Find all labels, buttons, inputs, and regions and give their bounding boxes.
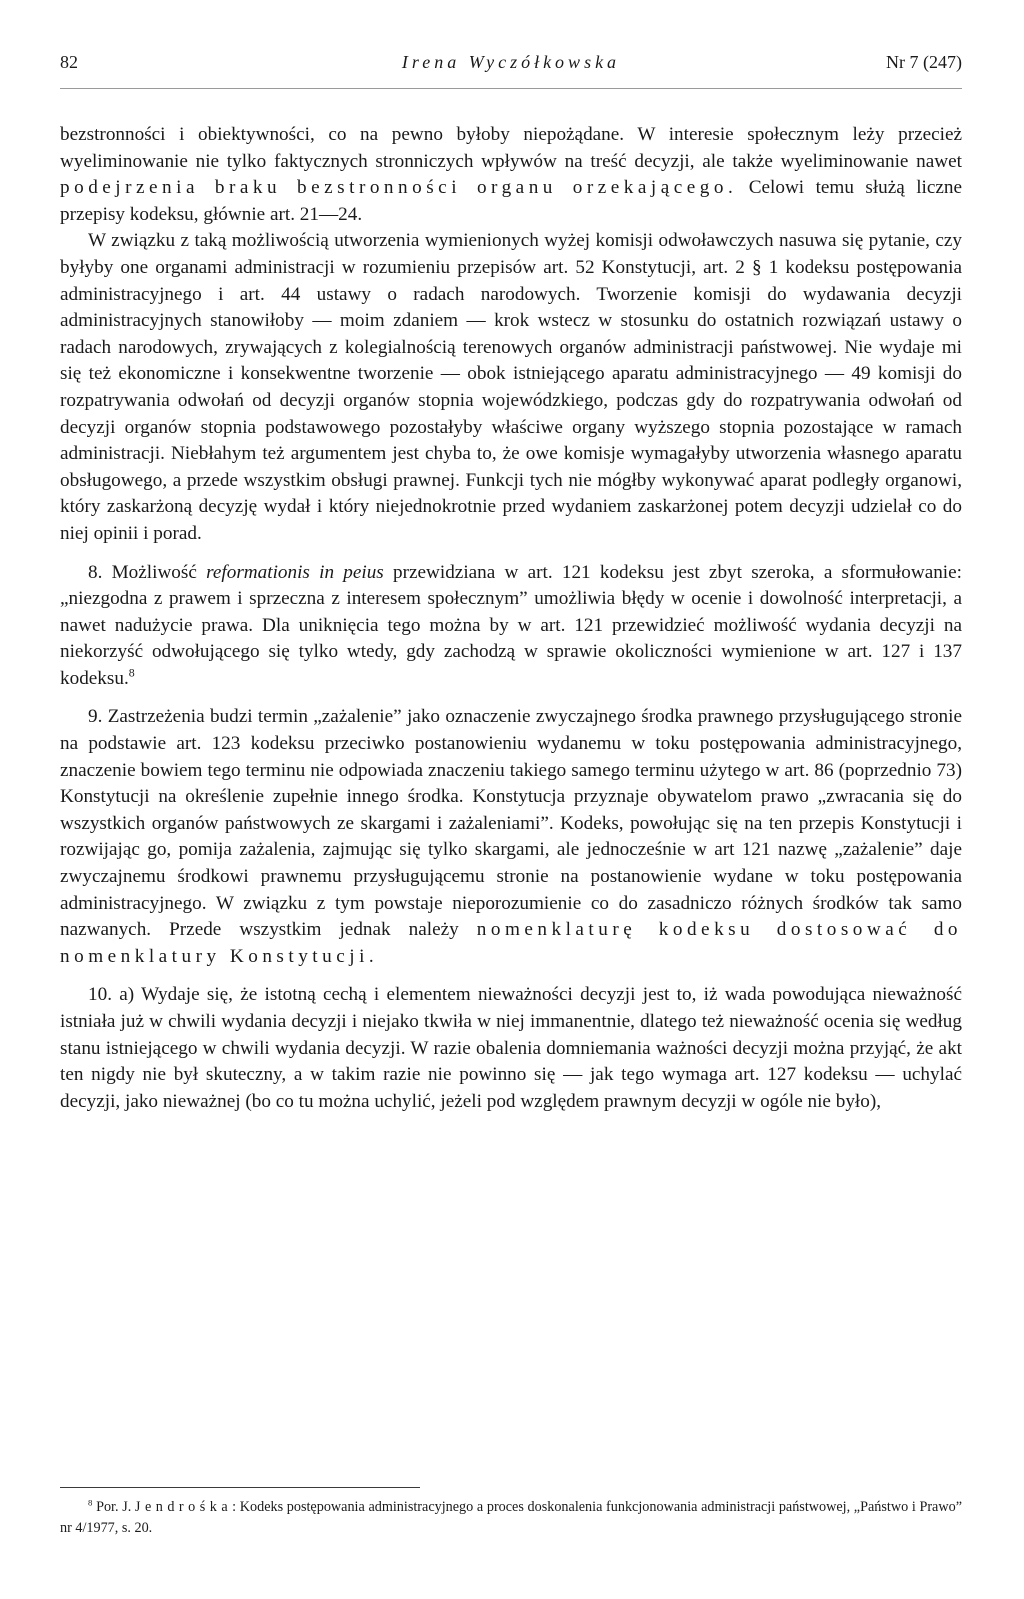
footnote (60, 1497, 962, 1539)
footnote-text-start: Por. J. (92, 1499, 135, 1515)
paragraph-3-text-end: przewidziana w art. 121 kodeksu jest zbyt szeroka, a sformułowanie: „niezgodna z prawem i sprzeczna z interesem społecznym” umożliwia błędy w ocenie i dowolność interpretacji, a nawet nadużycie prawa. Dla uniknięcia tego można by w art. 121 przewidzieć możliwość wydania decyzji na niekorzyść odwołującego się tylko wtedy, gdy zachodzą w sprawie okoliczności wymienione w art. 127 i 137 kodeksu. (60, 561, 962, 689)
page-number: 82 (60, 52, 78, 72)
paragraph-3-text: 8. Możliwość (88, 561, 207, 583)
footnote-author: Jendrośka (134, 1499, 233, 1515)
footnote-text (60, 1497, 962, 1539)
paragraph-2: W związku z taką możliwością utworzenia wymienionych wyżej komisji odwoławczych nasuwa się pytanie, czy byłyby one organami administracji w rozumieniu przepisów art. 52 Konstytucji, art. 2 § 1 kodeksu postępowania administracyjnego i art. 44 ustawy o radach narodowych. Tworzenie komisji do wydawania decyzji administracyjnych stanowiłoby — moim zdaniem — krok wstecz w stosunku do ostatnich rozwiązań ustawy o radach narodowych, zrywających z kolegialnością terenowych organów administracji państwowej. Nie wydaje mi się też ekonomiczne i konsekwentne tworzenie — obok istniejącego aparatu administracyjnego — 49 komisji do rozpatrywania odwołań od decyzji organów stopnia wojewódzkiego, podczas gdy do rozpatrywania odwołań od decyzji organów stopnia podstawowego pozostałyby właściwe organy wyższego stopnia pozostające w ramach administracji. Niebłahym też argumentem jest chyba to, że owe komisje wymagałyby utworzenia własnego aparatu obsługowego, a przede wszystkim obsługi prawnej. Funkcji tych nie mógłby wykonywać aparat podległy organowi, który zaskarżoną decyzję wydał i który niejednokrotnie przed wydaniem zaskarżonej potem decyzji udzielał co do niej opinii i porad. (60, 230, 962, 544)
paragraph-1-emphasis: podejrzenia braku bezstronności organu orzekającego. (60, 177, 738, 199)
paragraph-4-text: 9. Zastrzeżenia budzi termin „zażalenie” jako oznaczenie zwyczajnego środka prawnego przysługującego stronie na podstawie art. 123 kodeksu przeciwko postanowieniu wydanemu w toku postępowania administracyjnego, znaczenie bowiem tego terminu nie odpowiada znaczeniu takiego samego terminu użytego w art. 86 (poprzednio 73) Konstytucji na określenie zupełnie innego środka. Konstytucja przyznaje obywatelom prawo „zwracania się do wszystkich organów państwowych ze skargami i zażaleniami”. Kodeks, powołując się na ten przepis Konstytucji i rozwijając go, pomija zażalenia, zajmując się tylko skargami, ale jednocześnie w art 121 nazwę „zażalenie” daje zwyczajnemu środkowi prawnemu przysługującemu stronie na postanowienie wydane w toku postępowania administracyjnego. W związku z tym powstaje nieporozumienie co do zasadniczo różnych środków tak samo nazwanych. Przede wszystkim jednak należy (60, 706, 962, 941)
paragraph-5: 10. a) Wydaje się, że istotną cechą i elementem nieważności decyzji jest to, iż wada powodująca nieważność istniała już w chwili wydania decyzji i niejako tkwiła w niej immanentnie, dlatego też nieważność ocenia się według stanu istniejącego w chwili wydania decyzji. W razie obalenia domniemania ważności decyzji można przyjąć, że akt ten nigdy nie był skuteczny, a w takim razie nie powinno się — jak tego wymaga art. 127 kodeksu — uchylać decyzji, jako nieważnej (bo co tu można uchylić, jeżeli pod względem prawnym decyzji w ogóle nie było), (60, 984, 962, 1112)
page-header (60, 52, 962, 84)
footnote-text-end: : Kodeks postępowania administracyjnego a proces doskonalenia funkcjonowania administracji państwowej, „Państwo i Prawo” nr 4/1977, s. 20. (60, 1499, 962, 1536)
running-title: Irena Wyczółkowska (401, 52, 621, 72)
paragraph-3 (60, 560, 962, 693)
paragraph-4 (60, 704, 962, 970)
header-rule (60, 88, 962, 89)
footnote-marker: 8 (88, 1497, 93, 1508)
footnote-reference: 8 (128, 665, 135, 680)
main-text (60, 122, 962, 1115)
paragraph-4-emphasis: nomenklaturę kodeksu dostosować do nomenklatury Konstytucji. (60, 919, 963, 967)
paragraph-1 (60, 122, 962, 228)
paragraph-3-latin-term: reformationis in peius (206, 561, 384, 583)
issue-number: Nr 7 (247) (886, 52, 962, 72)
footnote-rule (60, 1487, 420, 1488)
paragraph-1-text-end: Celowi temu służą liczne przepisy kodeksu, głównie art. 21—24. (60, 177, 962, 225)
paragraph-1-text: bezstronności i obiektywności, co na pewno byłoby niepożądane. W interesie społecznym leży przecież wyeliminowanie nie tylko faktycznych stronniczych wpływów na treść decyzji, ale także wyeliminowanie nawet (60, 124, 962, 172)
